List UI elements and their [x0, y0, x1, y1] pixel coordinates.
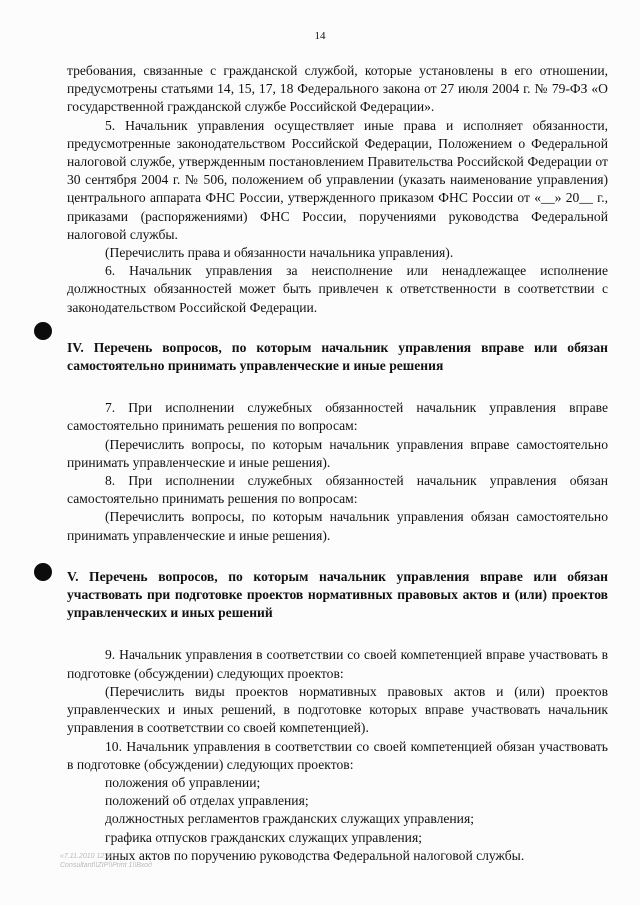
punch-hole-bottom: [34, 563, 52, 581]
document-body: [67, 62, 608, 865]
list-item: положений об отделах управления;: [105, 793, 309, 809]
paragraph-7-note: (Перечислить вопросы, по которым начальник управления вправе самостоятельно принимать управленческие и иные решения).: [67, 436, 608, 470]
paragraph-9: 9. Начальник управления в соответствии со своей компетенцией вправе участвовать в подготовке (обсуждении) следующих проектов:: [67, 647, 608, 681]
section-4-heading: IV. Перечень вопросов, по которым начальник управления вправе или обязан самостоятельно принимать управленческие и иные решения: [67, 339, 608, 374]
paragraph-9-note: (Перечислить виды проектов нормативных правовых актов и (или) проектов управленческих и иных решений, в подготовке которых вправе участвовать начальник управления в соответствии со своей компетенцией).: [67, 683, 608, 736]
paragraph-5: 5. Начальник управления осуществляет иные права и исполняет обязанности, предусмотренные законодательством Российской Федерации, Положением о Федеральной налоговой службе, утвержденным постановлением Правительства Российской Федерации от 30 сентября 2004 г. № 506, положением об управлении (указать наименование управления) центрального аппарата ФНС России, утвержденного приказом ФНС России от «__» 20__ г., приказами (распоряжениями) ФНС России, поручениями руководства Федеральной налоговой службы.: [67, 117, 608, 242]
page-number: 14: [314, 30, 326, 42]
section-5-heading: V. Перечень вопросов, по которым начальник управления вправе или обязан участвовать при подготовке проектов нормативных правовых актов и (или) проектов управленческих и иных решений: [67, 568, 608, 621]
list-item: графика отпусков гражданских служащих управления;: [105, 829, 422, 845]
list-item: должностных регламентов гражданских служащих управления;: [105, 811, 474, 827]
paragraph-8-note: (Перечислить вопросы, по которым начальник управления обязан самостоятельно принимать управленческие и иные решения).: [67, 509, 608, 543]
punch-hole-top: [34, 322, 52, 340]
paragraph-10: 10. Начальник управления в соответствии со своей компетенцией обязан участвовать в подготовке (обсуждении) следующих проектов:: [67, 738, 608, 772]
footer-stamp-line: «7.11.2010 12:30: [60, 853, 114, 860]
footer-stamp-line: Consultant\\ZIP\\Print 1\\Вход: [60, 862, 152, 869]
paragraph-intro: требования, связанные с гражданской службой, которые установлены в его отношении, предусмотрены статьями 14, 15, 17, 18 Федерального закона от 27 июля 2004 г. № 79-ФЗ «О государственной гражданской службе Российской Федерации».: [67, 63, 608, 115]
paragraph-5-note: (Перечислить права и обязанности начальника управления).: [105, 245, 454, 261]
paragraph-6: 6. Начальник управления за неисполнение или ненадлежащее исполнение должностных обязанностей может быть привлечен к ответственности в соответствии с законодательством Российской Федерации.: [67, 263, 608, 315]
list-item: положения об управлении;: [105, 774, 261, 790]
paragraph-7: 7. При исполнении служебных обязанностей начальник управления вправе самостоятельно принимать решения по вопросам:: [67, 400, 608, 434]
list-item: иных актов по поручению руководства Федеральной налоговой службы.: [105, 847, 525, 863]
paragraph-8: 8. При исполнении служебных обязанностей начальник управления обязан самостоятельно принимать решения по вопросам:: [67, 473, 608, 507]
footer-stamp: [60, 852, 152, 870]
